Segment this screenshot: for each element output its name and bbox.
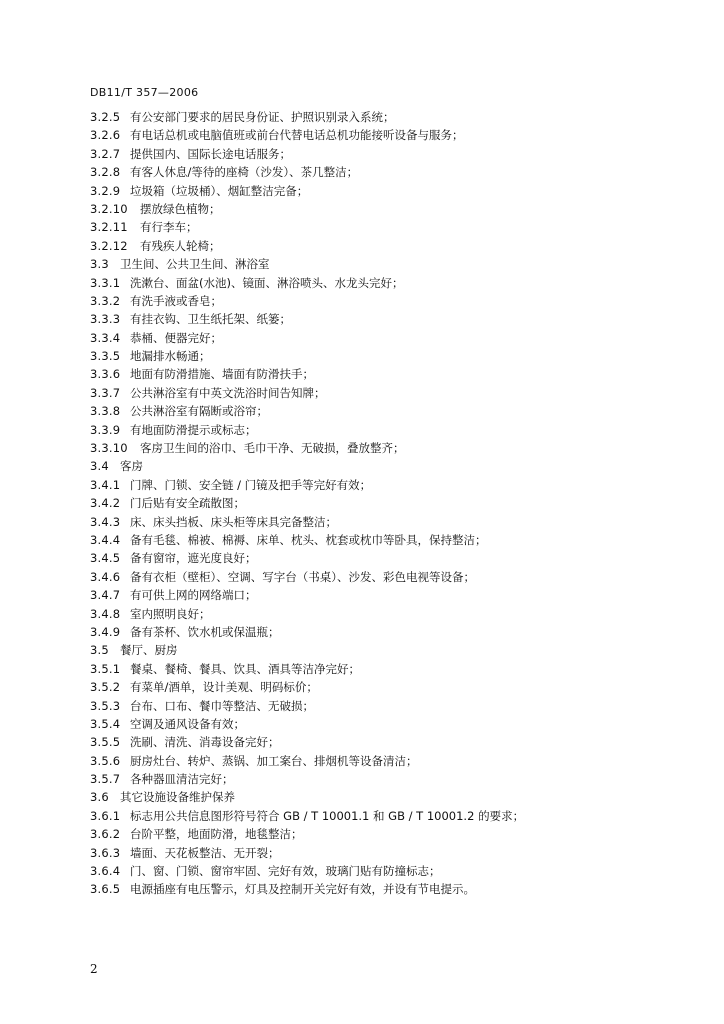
clause-number: 3.2.5 (90, 110, 121, 124)
clause-line (90, 715, 650, 733)
clause-line (90, 365, 650, 383)
clause-text: 有行李车； (140, 220, 198, 235)
clause-line (90, 513, 650, 531)
clause-text: 门牌、门锁、安全链 / 门镜及把手等完好有效； (130, 477, 372, 492)
clause-line (90, 255, 650, 273)
clause-line (90, 347, 650, 365)
clause-text: 备有毛毯、棉被、棉褥、床单、枕头、枕套或枕巾等卧具，保持整洁； (130, 532, 487, 547)
clause-text: 备有茶杯、饮水机或保温瓶； (130, 624, 280, 639)
clause-number: 3.6 (90, 790, 109, 805)
clause-text: 有挂衣钩、卫生纸托架、纸篓； (130, 312, 291, 327)
clause-line (90, 310, 650, 328)
clause-number: 3.6.1 (90, 808, 121, 823)
clause-line (90, 531, 650, 549)
clause-text: 其它设施设备维护保养 (120, 790, 235, 805)
clause-line (90, 660, 650, 678)
clause-line (90, 678, 650, 696)
clause-line (90, 182, 650, 200)
clause-number: 3.5.5 (90, 735, 121, 750)
clause-line (90, 862, 650, 880)
clause-number: 3.4.8 (90, 606, 121, 621)
clause-text: 公共淋浴室有隔断或浴帘； (130, 404, 268, 419)
clause-text: 提供国内、国际长途电话服务； (130, 146, 291, 161)
clause-number: 3.2.11 (90, 220, 128, 235)
clause-number: 3.2.10 (90, 201, 128, 216)
clause-text: 电源插座有电压警示，灯具及控制开关完好有效，并设有节电提示。 (130, 882, 475, 897)
clause-number: 3.6.4 (90, 864, 121, 879)
clause-line (90, 457, 650, 475)
clause-number: 3.3 (90, 257, 109, 272)
clause-line (90, 439, 650, 457)
clause-text: 摆放绿色植物； (140, 201, 221, 216)
clause-number: 3.4.5 (90, 551, 121, 566)
clause-text: 地漏排水畅通； (130, 349, 211, 364)
clause-line (90, 421, 650, 439)
clause-line (90, 770, 650, 788)
clause-line (90, 623, 650, 641)
clause-line (90, 237, 650, 255)
clause-text: 有电话总机或电脑值班或前台代替电话总机功能接听设备与服务； (130, 128, 464, 143)
clause-line (90, 807, 650, 825)
clause-number: 3.3.2 (90, 293, 121, 308)
clause-text: 床、床头挡板、床头柜等床具完备整洁； (130, 514, 337, 529)
clause-line (90, 568, 650, 586)
clause-number: 3.2.9 (90, 183, 121, 198)
clause-line (90, 145, 650, 163)
clause-line (90, 108, 650, 126)
clause-text: 有地面防滑提示或标志； (130, 422, 257, 437)
clause-number: 3.4.1 (90, 477, 121, 492)
clause-line (90, 200, 650, 218)
clause-text: 台阶平整，地面防滑，地毯整洁； (130, 827, 303, 842)
clause-number: 3.4.7 (90, 588, 121, 603)
clause-text: 餐厅、厨房 (120, 643, 178, 658)
clause-text: 有菜单/酒单，设计美观、明码标价； (130, 680, 318, 695)
clause-line (90, 825, 650, 843)
clause-number: 3.5.6 (90, 753, 121, 768)
clause-number: 3.3.1 (90, 275, 121, 290)
clause-text: 餐桌、餐椅、餐具、饮具、酒具等洁净完好； (130, 661, 360, 676)
clause-number: 3.6.2 (90, 827, 121, 842)
clause-text: 墙面、天花板整洁、无开裂； (130, 845, 280, 860)
clause-text: 厨房灶台、转炉、蒸锅、加工案台、排烟机等设备清洁； (130, 753, 418, 768)
clause-line (90, 218, 650, 236)
clause-number: 3.5.7 (90, 772, 121, 787)
clause-number: 3.5.3 (90, 698, 121, 713)
clause-line (90, 494, 650, 512)
clause-text: 有残疾人轮椅； (140, 238, 221, 253)
clause-number: 3.2.6 (90, 128, 121, 143)
clause-text: 公共淋浴室有中英文洗浴时间告知牌； (130, 385, 326, 400)
clause-line (90, 163, 650, 181)
clause-text: 有公安部门要求的居民身份证、护照识别录入系统； (130, 110, 395, 124)
clause-number: 3.2.7 (90, 146, 121, 161)
clause-line (90, 733, 650, 751)
clause-number: 3.3.9 (90, 422, 121, 437)
clause-number: 3.4.4 (90, 532, 121, 547)
clause-number: 3.4.2 (90, 496, 121, 511)
clause-number: 3.3.5 (90, 349, 121, 364)
clause-number: 3.3.4 (90, 330, 121, 345)
clause-text: 台布、口布、餐巾等整洁、无破损； (130, 698, 314, 713)
clause-line (90, 402, 650, 420)
clause-number: 3.2.8 (90, 165, 121, 180)
clause-number: 3.5.4 (90, 716, 121, 731)
clause-text: 备有窗帘，遮光度良好； (130, 551, 257, 566)
clause-text: 有可供上网的网络端口； (130, 588, 257, 603)
clause-text: 备有衣柜（壁柜）、空调、写字台（书桌）、沙发、彩色电视等设备； (130, 569, 475, 584)
clause-text: 门、窗、门锁、窗帘牢固、完好有效，玻璃门贴有防撞标志； (130, 864, 441, 879)
clause-text: 洗刷、清洗、消毒设备完好； (130, 735, 280, 750)
clause-number: 3.6.5 (90, 882, 121, 897)
clause-number: 3.5.2 (90, 680, 121, 695)
clause-line (90, 752, 650, 770)
clause-line (90, 641, 650, 659)
clause-text: 各种器皿清洁完好； (130, 772, 234, 787)
clause-line (90, 605, 650, 623)
clause-number: 3.3.6 (90, 367, 121, 382)
clause-text: 标志用公共信息图形符号符合 GB / T 10001.1 和 GB / T 10001.2 的要求； (130, 808, 525, 823)
clause-number: 3.3.10 (90, 441, 128, 456)
clause-line (90, 697, 650, 715)
clause-number: 3.5 (90, 643, 109, 658)
clause-text: 垃圾箱（垃圾桶）、烟缸整洁完备； (130, 183, 309, 198)
clause-text: 有客人休息/等待的座椅（沙发）、茶几整洁； (130, 165, 359, 180)
clause-number: 3.4.6 (90, 569, 121, 584)
clause-text: 室内照明良好； (130, 606, 211, 621)
clause-line (90, 274, 650, 292)
clause-line (90, 384, 650, 402)
clause-text: 客房 (120, 459, 143, 474)
clause-text: 有洗手液或香皂； (130, 293, 222, 308)
clause-text: 卫生间、公共卫生间、淋浴室 (120, 257, 270, 272)
clause-number: 3.3.7 (90, 385, 121, 400)
clause-line (90, 788, 650, 806)
clause-number: 3.3.8 (90, 404, 121, 419)
clause-number: 3.6.3 (90, 845, 121, 860)
clause-number: 3.2.12 (90, 238, 128, 253)
clause-number: 3.4.9 (90, 624, 121, 639)
document-code-header: DB11/T 357—2006 (90, 86, 199, 99)
clause-line (90, 126, 650, 144)
clause-number: 3.4 (90, 459, 109, 474)
clause-text: 恭桶、便器完好； (130, 330, 222, 345)
clause-line (90, 476, 650, 494)
page-number: 2 (90, 962, 98, 976)
clause-text: 空调及通风设备有效； (130, 716, 245, 731)
clause-text: 地面有防滑措施、墙面有防滑扶手； (130, 367, 314, 382)
clause-text: 门后贴有安全疏散图； (130, 496, 245, 511)
clause-line (90, 880, 650, 898)
clause-number: 3.4.3 (90, 514, 121, 529)
clause-line (90, 586, 650, 604)
clause-line (90, 549, 650, 567)
clause-text: 客房卫生间的浴巾、毛巾干净、无破损，叠放整齐； (140, 441, 405, 456)
clause-line (90, 292, 650, 310)
clause-line (90, 844, 650, 862)
document-body (90, 108, 650, 899)
clause-number: 3.5.1 (90, 661, 121, 676)
clause-number: 3.3.3 (90, 312, 121, 327)
clause-text: 洗漱台、面盆(水池)、镜面、淋浴喷头、水龙头完好； (130, 275, 404, 290)
clause-line (90, 329, 650, 347)
